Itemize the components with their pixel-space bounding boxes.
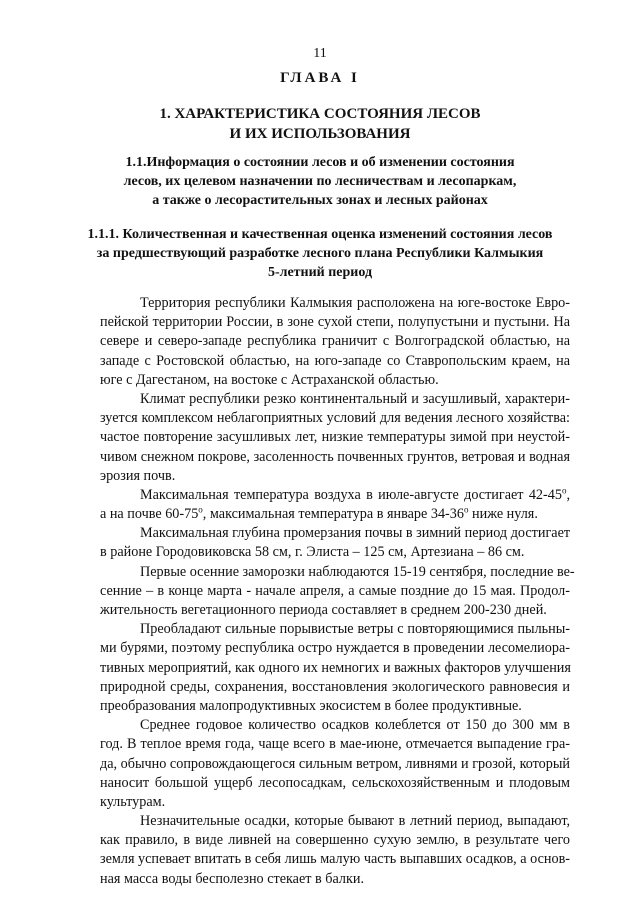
paragraph [100, 486, 570, 524]
paragraph-line: Первые осенние заморозки наблюдаются 15-19 сентября, последние ве- [140, 563, 575, 580]
body-text [100, 294, 575, 889]
paragraph-line: Максимальная глубина промерзания почвы в зимний период достигает [140, 525, 571, 542]
paragraph [100, 716, 570, 812]
paragraph-line: преобразования малопродуктивных экосистем в более продуктивные. [100, 697, 522, 714]
section-heading [0, 104, 640, 144]
paragraph-line: юге с Дагестаном, на востоке с Астраханской областью. [100, 371, 439, 388]
paragraph-line: Среднее годовое количество осадков колеблется от 150 до 300 мм в [140, 717, 570, 734]
paragraph-line: частое повторение засушливых лет, низкие температуры зимой при неустой- [100, 429, 570, 446]
paragraph-line: Максимальная температура воздуха в июле-августе достигает 42-45$^o$, [140, 485, 570, 503]
subsection-heading-line: 1.1.Информация о состоянии лесов и об изменении состояния [125, 155, 515, 170]
paragraph-line: зуется комплексом неблагоприятных условий для ведения лесного хозяйства: [100, 410, 570, 427]
section-heading-line: 1. ХАРАКТЕРИСТИКА СОСТОЯНИЯ ЛЕСОВ [159, 106, 481, 122]
paragraph-line: природной среды, сохранения, восстановления экологического равновесия и [100, 678, 570, 695]
paragraph-line: в районе Городовиковска 58 см, г. Элиста – 125 см, Артезиана – 86 см. [100, 544, 525, 561]
page-number: 11 [313, 46, 327, 61]
paragraph-line: тивных мероприятий, как одного их немногих и важных факторов улучшения [100, 659, 571, 676]
paragraph-line: Климат республики резко континентальный и засушливый, характери- [140, 390, 570, 407]
chapter-title: ГЛАВА I [280, 70, 360, 86]
paragraph [100, 812, 570, 889]
paragraph-line: земля успевает впитать в себя лишь малую часть выпавших осадков, а основ- [100, 851, 570, 868]
paragraph-line: как правило, в виде ливней на совершенно сухую землю, в результате чего [100, 832, 570, 849]
paragraph-line: чивом снежном покрове, засоленность почвенных грунтов, ветровая и водная [100, 448, 570, 465]
paragraph-line: а на почве 60-75$^o$, максимальная температура в январе 34-36$^o$ ниже нуля. [100, 504, 538, 523]
section-heading-line: И ИХ ИСПОЛЬЗОВАНИЯ [229, 126, 411, 142]
sub-subsection-heading [0, 225, 640, 282]
paragraph-line: Территория республики Калмыкия расположена на юге-востоке Евро- [140, 295, 570, 311]
paragraph-line: эрозия почв. [100, 467, 176, 484]
paragraph-line: жительность вегетационного периода составляет в среднем 200-230 дней. [100, 602, 547, 618]
subsection-heading [0, 153, 640, 210]
paragraph [100, 524, 570, 562]
paragraph [100, 294, 570, 390]
subsection-heading-line: лесов, их целевом назначении по лесничествам и лесопаркам, [123, 174, 517, 189]
subsection-heading-line: а также о лесорастительных зонах и лесных районах [152, 193, 488, 208]
sub-subsection-heading-line: 1.1.1. Количественная и качественная оценка изменений состояния лесов [87, 227, 553, 242]
paragraph-line: сенние – в конце марта - начале апреля, а самые поздние до 15 мая. Продол- [100, 582, 570, 599]
paragraph-line: Преобладают сильные порывистые ветры с повторяющимися пыльны- [140, 621, 570, 638]
paragraph [100, 390, 570, 486]
paragraph-line: ная масса воды бесполезно стекает в балки. [100, 870, 365, 887]
paragraph-line: культурам. [100, 793, 166, 810]
paragraph-line: Незначительные осадки, которые бывают в летний период, выпадают, [140, 813, 570, 830]
paragraph-line: год. В теплое время года, чаще всего в мае-июне, отмечается выпадение гра- [100, 736, 570, 753]
paragraph-line: ми бурями, поэтому республика остро нуждается в проведении лесомелиора- [100, 640, 570, 657]
paragraph [100, 620, 570, 716]
paragraph-line: наносит большой ущерб лесопосадкам, сельскохозяйственным и плодовым [100, 774, 570, 791]
sub-subsection-heading-line: 5-летний период [267, 265, 373, 280]
paragraph-line: севере и северо-западе республика граничит с Волгоградской областью, на [100, 333, 570, 350]
paragraph-line: западе с Ростовской областью, на юго-западе со Ставропольским краем, на [100, 352, 570, 369]
paragraph [100, 563, 575, 621]
paragraph-line: пейской территории России, в зоне сухой степи, полупустыни и пустыни. На [100, 314, 570, 331]
sub-subsection-heading-line: за предшествующий разработке лесного плана Республики Калмыкия [96, 246, 544, 261]
paragraph-line: да, обычно сопровождающегося сильным ветром, ливнями и грозой, который [100, 755, 570, 772]
